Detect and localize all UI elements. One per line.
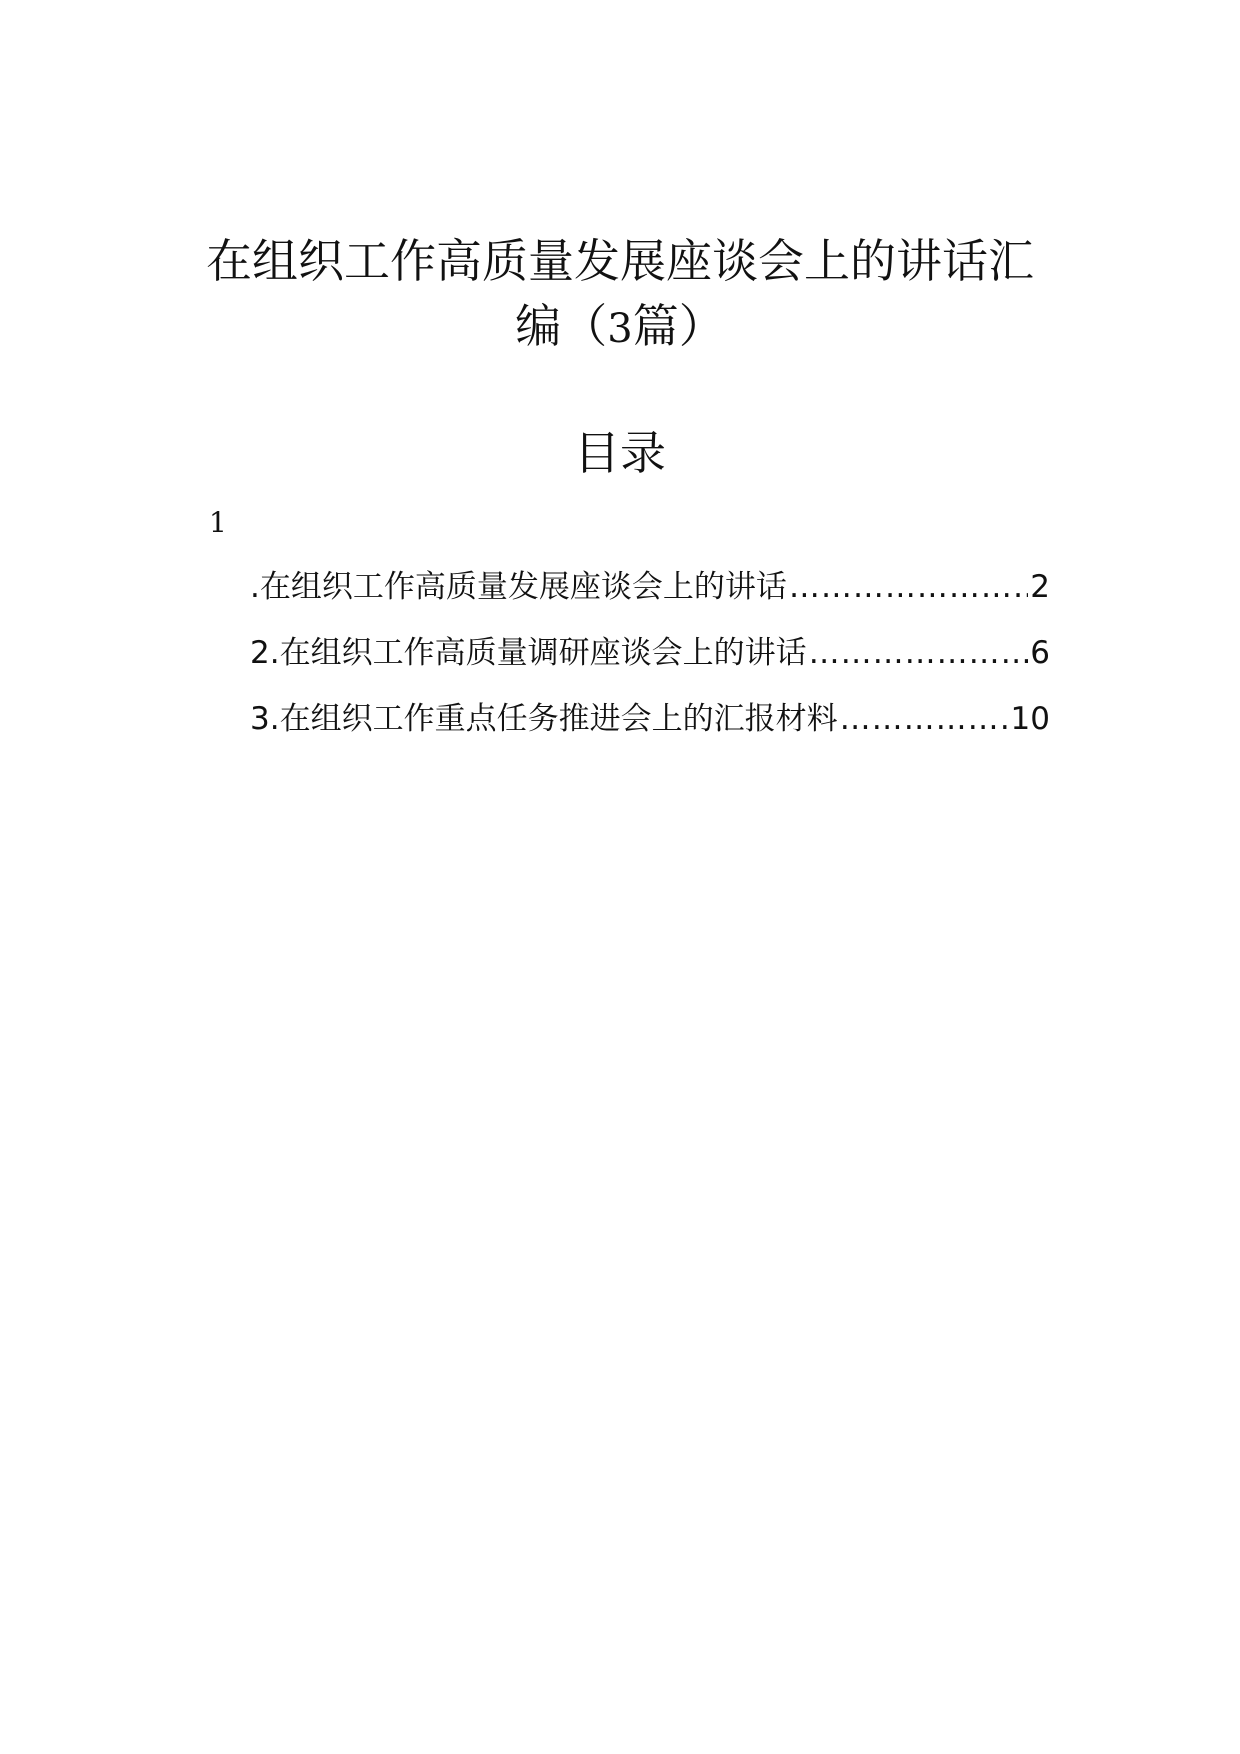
toc-entry-label: .在组织工作高质量发展座谈会上的讲话	[250, 569, 787, 605]
document-title-line-1: 在组织工作高质量发展座谈会上的讲话汇	[206, 234, 1034, 288]
toc-entry-page-number: 6	[1030, 635, 1050, 671]
toc-list	[250, 567, 1050, 765]
toc-entry-page-number: 10	[1010, 701, 1050, 737]
document-title-line-2	[0, 296, 1240, 359]
toc-dot-leader	[789, 567, 1028, 607]
toc-entry[interactable]	[250, 633, 1050, 699]
toc-entry-page-number: 2	[1030, 569, 1050, 605]
toc-dot-leader	[809, 633, 1029, 673]
toc-heading: 目录	[574, 426, 666, 480]
toc-entry[interactable]	[250, 699, 1050, 765]
title-line-2-number: 3	[607, 306, 633, 352]
title-line-2-suffix: 篇）	[632, 299, 725, 353]
toc-entry-label: 3.在组织工作重点任务推进会上的汇报材料	[250, 701, 838, 737]
toc-entry[interactable]	[250, 567, 1050, 633]
toc-entry-label: 2.在组织工作高质量调研座谈会上的讲话	[250, 635, 807, 671]
toc-dot-leader	[840, 699, 1009, 739]
title-line-2-prefix: 编（	[515, 299, 608, 353]
toc-stray-number: 1	[209, 506, 227, 539]
